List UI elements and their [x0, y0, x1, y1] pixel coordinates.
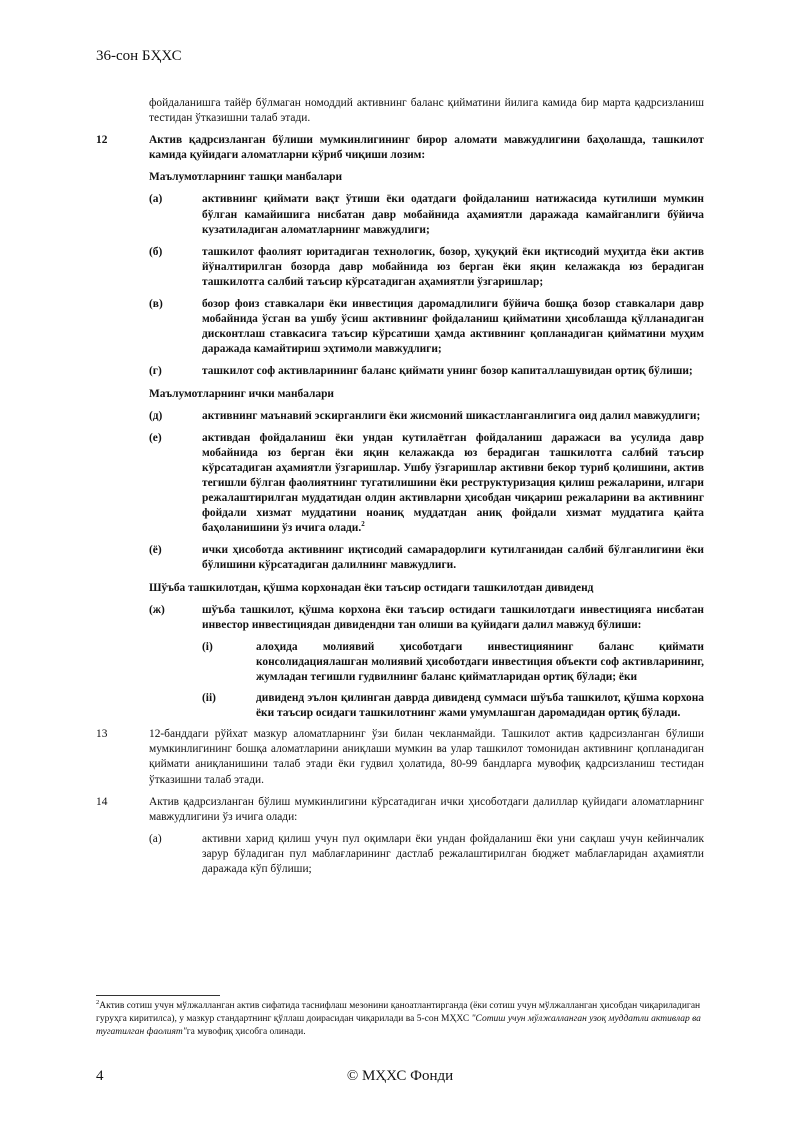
dividend-heading: Шўъба ташкилотдан, қўшма корхонадан ёки таъсир остидаги ташкилотдан дивиденд: [149, 581, 594, 594]
footer-copyright: © МҲХС Фонди: [346, 1068, 454, 1084]
page-number: 4: [96, 1068, 104, 1084]
list-item-g: (г) ташкилот соф активларининг баланс қиймати унинг бозор капиталлашувидан ортиқ бўлиши;: [149, 365, 693, 378]
external-sources-heading: Маълумотларнинг ташқи манбалари: [149, 171, 343, 184]
running-header: 36-сон БҲХС: [96, 48, 182, 64]
sub-item-i: (i) алоҳида молиявий ҳисоботдаги инвестициянинг баланс қиймати консолидациялашган молиявий ҳисоботдаги инвестиция объекти соф активларининг, жумладан тегишли гудвилнинг баланс қийматларидан ортиқ бўлади; ёки: [202, 640, 704, 683]
paragraph-14: 14 Актив қадрсизланган бўлиш мумкинлигини кўрсатадиган ички ҳисоботдаги далиллар қуйидаги аломатларнинг мавжудлигини ўз ичига олади:: [96, 795, 704, 823]
footnote-divider: [96, 995, 220, 996]
body-text: [96, 96, 704, 884]
paragraph-12: 12 Актив қадрсизланган бўлиши мумкинлигининг бирор аломати мавжудлигини баҳолашда, ташкилот камида қуйидаги аломатларни кўриб чиқиши лозим:: [96, 134, 704, 162]
footnote-number: 2: [96, 998, 100, 1006]
footnote-title: "Сотиш учун мўлжалланган узоқ муддатли активлар ва тугатилган фаолият": [96, 1014, 701, 1037]
footnote: $^2$Актив сотиш учун мўлжалланган актив сифатида таснифлаш мезонини қаноатлантирганда (ёки сотиш учун мўлжалланган ҳисобдан чиқариладиган гуруҳга киритилса), у мазкур стандартнинг қўллаш доирасидан чиқарилади ва 5-сон МҲХС "Сотиш учун мўлжалланган узоқ муддатли активлар ва тугатилган фаолият"га мувофиқ ҳисобга олинади.: [96, 998, 701, 1037]
list-item-14a: (а) активни харид қилиш учун пул оқимлари ёки ундан фойдаланиш ёки уни сақлаш учун кейинчалик зарур бўладиган пул маблағларининг дастлаб режалаштирилган бюджет маблағларидан аҳамиятли даражада кўп бўлиши;: [149, 832, 704, 876]
internal-sources-heading: Маълумотларнинг ички манбалари: [149, 387, 334, 400]
list-item-d: (д) активнинг маънавий эскирганлиги ёки жисмоний шикастланганлигига оид далил мавжудлиги;: [149, 409, 701, 422]
intro-paragraph: фойдаланишга тайёр бўлмаган номоддий активнинг баланс қийматини йилига камида бир марта қадрсизланиш тестидан ўтказишни талаб этади.: [149, 97, 704, 125]
list-item-v: (в) бозор фоиз ставкалари ёки инвестиция даромадлилиги бўйича бошқа бозор ставкалари давр мобайнида ўсган ва ушбу ўсиш активнинг фойдаланиш қийматини ҳисоблашда қўлланадиган дисконтлаш ставкасига таъсир кўрсатиши ҳамда активнинг қопланадиган қийматини муҳим даражада камайтириш эҳтимоли мавжудлиги;: [149, 298, 704, 356]
list-item-zh: (ж) шўъба ташкилот, қўшма корхона ёки таъсир остидаги ташкилотдаги инвестицияга нисбатан инвестор инвестициядан дивидендни тан олиши ва қуйидаги далил мавжуд бўлиши:: [149, 603, 704, 631]
list-item-a: (а) активнинг қиймати вақт ўтиши ёки одатдаги фойдаланиш натижасида кутилиши мумкин бўлган камайишига нисбатан давр мобайнида аҳамиятли даражада камайганлиги бўйича кузатиладиган аломатларнинг мавжудлиги;: [149, 193, 704, 236]
paragraph-13: 13 12-банддаги рўйхат мазкур аломатларнинг ўзи билан чекланмайди. Ташкилот актив қадрсизланган бўлиши мумкинлигининг бошқа аломатларини аниқлаши мумкин ва улар ташкилот томонидан активнинг қопланадиган қиймати аниқланишини талаб этади ёки гудвил ҳолатида, 80-99 бандларга мувофиқ қадрсизланиш тестидан ўтказишни талаб этади.: [96, 728, 704, 786]
list-item-b: (б) ташкилот фаолият юритадиган технологик, бозор, ҳуқуқий ёки иқтисодий муҳитда ёки актив йўналтирилган бозорда давр мобайнида юз берган ёки яқин келажакда юз берадиган ташкилотга салбий таъсир кўрсатадиган аҳамиятли ўзгаришлар;: [149, 245, 704, 288]
list-item-yo: (ё) ички ҳисоботда активнинг иқтисодий самарадорлиги кутилганидан салбий бўлганлигини ёки бўлишини кўрсатадиган далилнинг мавжудлиги.: [149, 544, 704, 572]
paragraph-number: 14: [96, 795, 108, 808]
sub-item-ii: (ii) дивиденд эълон қилинган даврда дивиденд суммаси шўъба ташкилот, қўшма корхона ёки таъсир осидаги ташкилотнинг жами умумлашган даромадидан ортиқ бўлади.: [202, 692, 704, 720]
list-item-e: (е) активдан фойдаланиш ёки ундан кутилаётган фойдаланиш даражаси ва усулида давр мобайнида юз берган ёки яқин келажакда юз берадиган ташкилотга салбий таъсир кўрсатадиган аҳамиятли ўзгаришлар. Ушбу ўзгаришлар активни бекор туриб қолишини, актив тегишли бўлган фаолиятнинг тугатилишини ёки реструктуризация қилиш режаларини, илгари режалаштирилган муддатидан олдин активларни ҳисобдан чиқариш режаларини ва активнинг фойдали хизмат муддатини ноаниқ муддатдан аниқ фойдали хизмат муддатига қайта баҳоланишини ўз ичига олади.$^2$: [149, 431, 704, 535]
footnote-ref[interactable]: 2: [361, 520, 365, 529]
paragraph-number: 12: [96, 134, 108, 147]
paragraph-number: 13: [96, 728, 108, 741]
